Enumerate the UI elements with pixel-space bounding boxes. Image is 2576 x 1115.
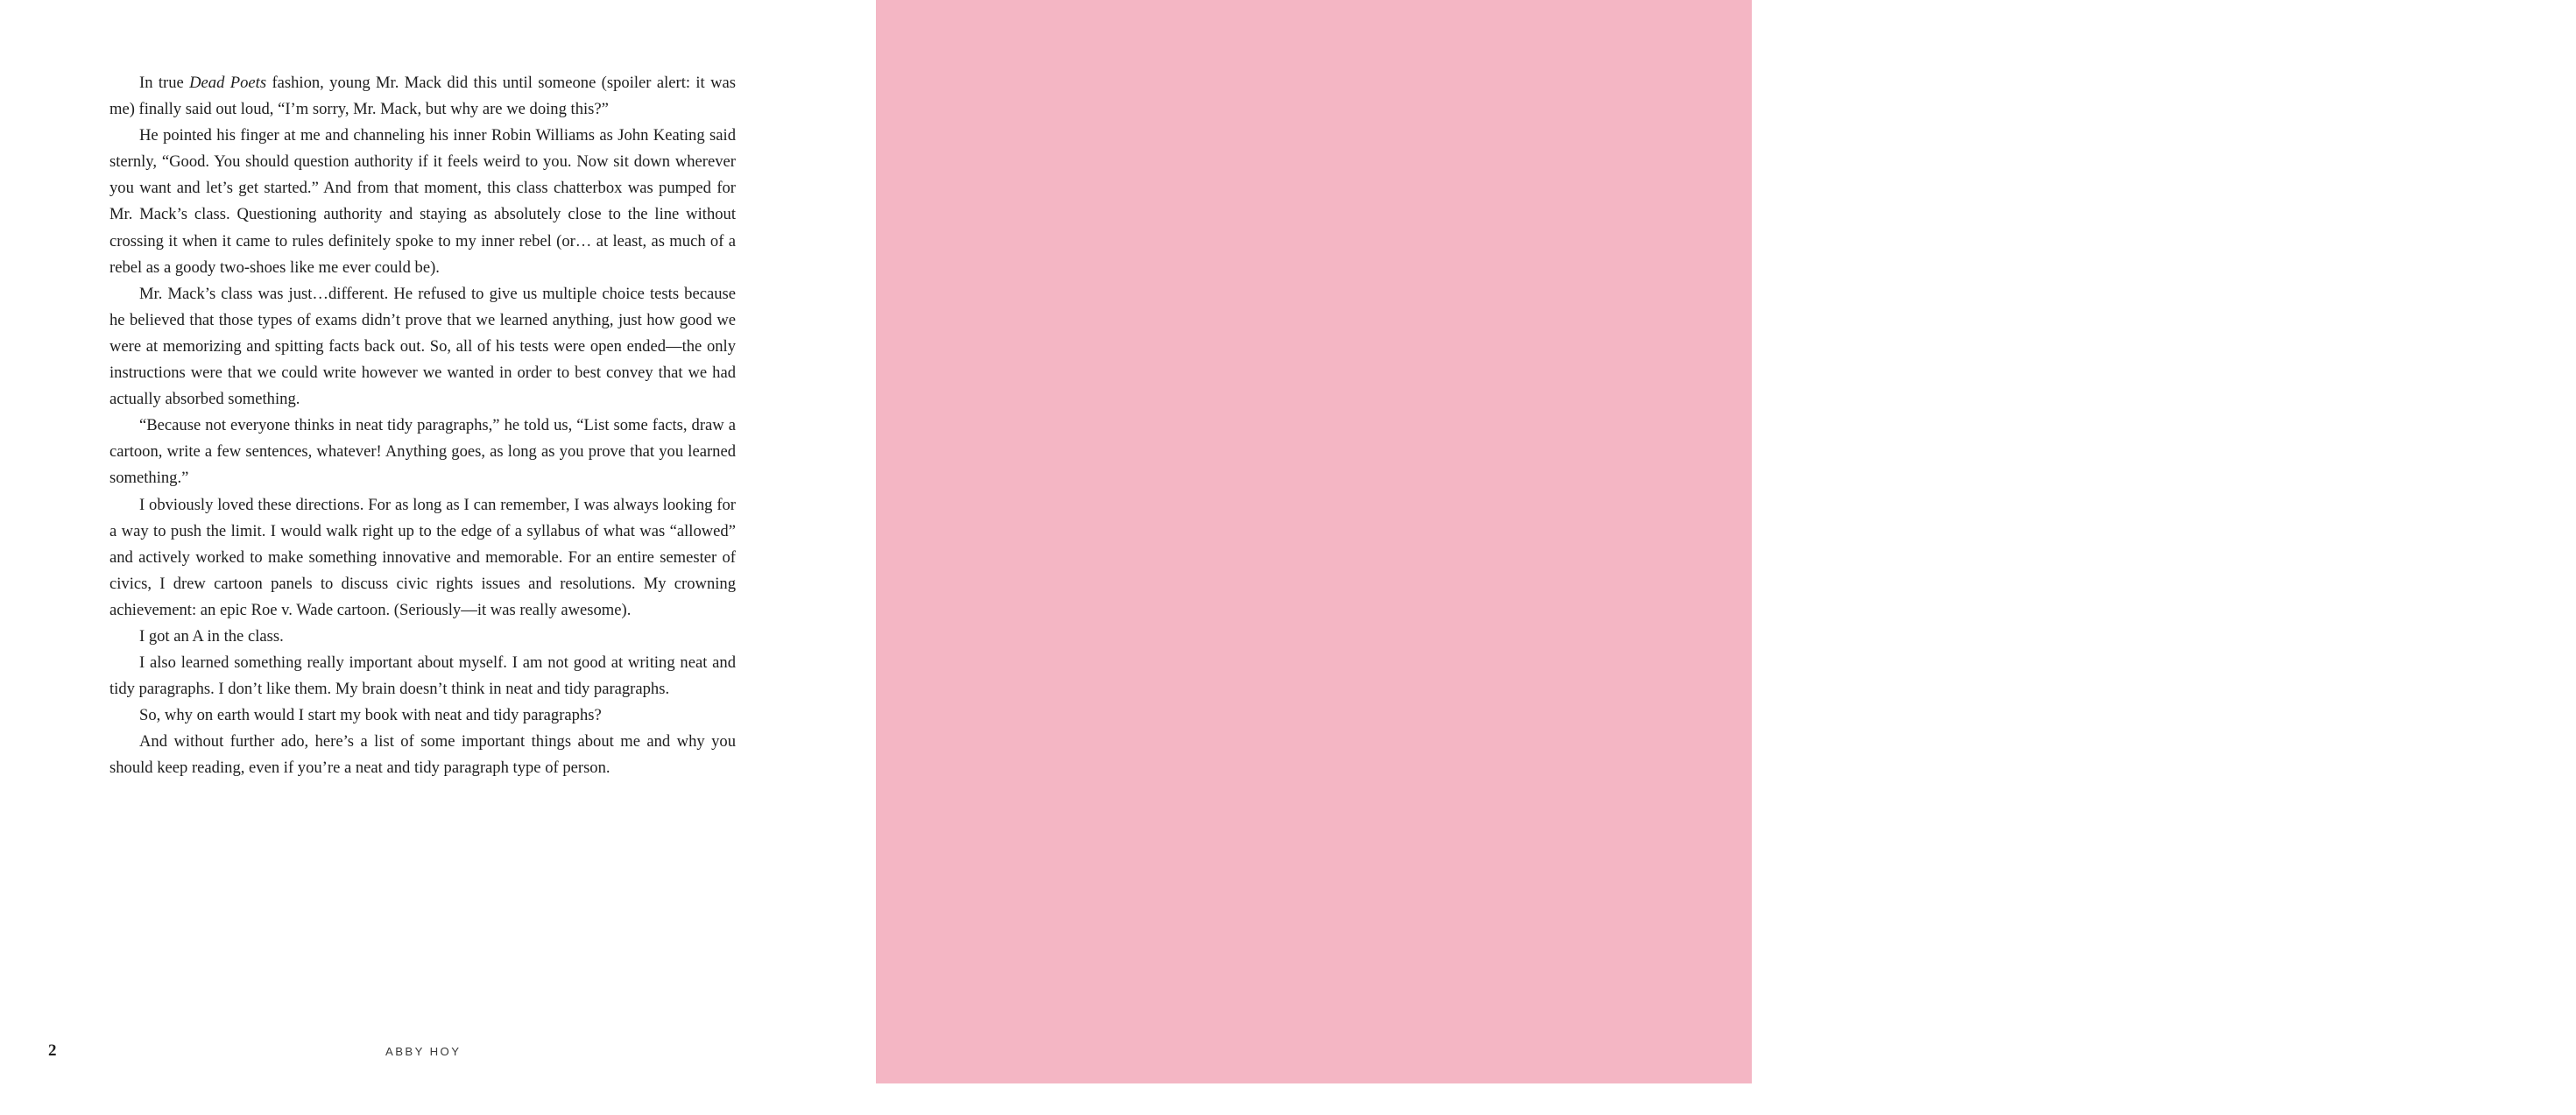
emphasis: Saturday Night Live <box>1962 474 2108 490</box>
text-run: I cannot dance to save my life. I once won an award in an elementary school theatre production to recognize me for having “two left feet.” <box>1913 759 2475 794</box>
text-run: The first poem I remember writing was in fourth grade, shortly after 9/11, as I started using writing to deal with emotions I didn’t understand. I still have a copy. <box>1913 328 2489 384</box>
page-number-left: 2 <box>48 1041 57 1060</box>
body-paragraph <box>109 70 736 123</box>
text-run: I once had an alien encounter in Roswell, New Mexico. <box>1913 295 2313 311</box>
text-run: I have an eight-pound morkie named Charlie. Preston and I adopted him from a rescue the day after our wedding. Charlie loves laps and is scared of potted plants. He is a very good boy. <box>1913 653 2498 708</box>
text-run: He pointed his finger at me and channeling his inner Robin Williams as John Keating said sternly, “Good. You should question authority if it feels weird to you. Now sit down wherever you want and let’s get started.” And from that moment, this class chatterbox was pumped for Mr. Mack’s class. Questioning authority and staying as absolutely close to the line without crossing it when it came to rules definitely spoke to my inner rebel (or… at least, as much of a rebel as a goody two-shoes like me ever could be). <box>109 126 736 277</box>
body-paragraph <box>109 492 736 624</box>
body-paragraph <box>109 624 736 650</box>
text-run: I wrote the book that you are reading right now and that is WILD! The wildest part about that? It’s a book that’s mostly about fashion! (And other important things like loving yourself, saying “thank u, next” to the haters, and all that fun stuff.) <box>1913 950 2504 1026</box>
text-run: I’m a Gemini. My husband is a Virgo … if you’re the astrology type. <box>1913 917 2407 933</box>
fact-item <box>1913 293 2509 314</box>
text-run: My name is Abby Hoy. Hi! <box>1913 70 2100 85</box>
emphasis: Dead Poets <box>189 74 267 92</box>
left-page-body <box>109 70 736 782</box>
text-run: My husband, Preston, and I have been married since 2018. We met, got engaged, and got married in a community theatre in a park. He’s the absolute best cinnamon roll; he’s simply good to the core. <box>1913 189 2490 244</box>
text-run: I obviously loved these directions. For as long as I can remember, I was always looking for a way to push the limit. I would walk right up to the edge of a syllabus of what was “allowed” and actively worked to make something innovative and memorable. For an entire semester of civics, I drew cartoon panels to discuss civic rights issues and resolutions. My crowning achievement: an epic Roe v. Wade cartoon. (Seriously—it was really awesome). <box>109 495 736 619</box>
body-paragraph <box>109 123 736 281</box>
fact-item <box>1913 949 2509 1028</box>
text-run: For some reason, I cannot pronounce the word “sixth.” <box>1913 566 2319 582</box>
text-run: I have never met a print that I don’t love. Polka dots? Absolutely. Stripes? Stripe it up, baby! Plaid? I’m plaid to wear it! <box>1913 864 2509 900</box>
text-run: Mr. Mack’s class was just…different. He refused to give us multiple choice tests because he believed that those types of exams didn’t prove that we learned anything, just how good we were at memorizing and spitting facts back out. So, all of his tests were open ended—the only instructions were that we could write however we wanted in order to best convey that we had actually absorbed something. <box>109 284 736 409</box>
fact-item <box>1913 598 2509 638</box>
text-run: One of the things on my bucket list is to have a menu item named after me, so if you happen to be a restaurateur with a nameless dish, please keep me in mind. <box>1913 599 2508 635</box>
text-run: “Because not everyone thinks in neat tidy paragraphs,” he told us, “List some facts, draw a cartoon, write a few sentences, whatever! Anything goes, as long as you prove that you learned something.” <box>109 416 736 488</box>
text-run: I am an adult theatre kid. Take from that what you will. <box>1913 262 2320 278</box>
text-run: I am a <box>1913 474 1963 490</box>
fact-item <box>1913 916 2509 936</box>
text-run: mega-fan. I memorize stats (like original characters vs impressions) about each person on the show like some people keep stats on sports stars. During the Covid-19 lockdown, Preston and I watched twelve years’ worth of <box>1913 474 2496 549</box>
body-paragraph <box>109 413 736 491</box>
text-run: I got an A in the class. <box>139 626 284 646</box>
fact-item <box>1913 472 2509 551</box>
fact-item <box>1913 260 2509 280</box>
right-page <box>876 0 2576 1114</box>
text-run: episodes. <box>2057 533 2133 549</box>
text-run: And without further ado, here’s a list of some important things about me and why you should keep reading, even if you’re a neat and tidy paragraph type of person. <box>109 732 736 778</box>
text-run: I also learned something really important about myself. I am not good at writing neat and tidy paragraphs. I don’t like them. My brain doesn’t think in neat and tidy paragraphs. <box>109 653 736 699</box>
text-run: I am currently in my late twenties. <box>1913 102 2168 118</box>
fact-item <box>1913 810 2509 850</box>
fact-item <box>1913 327 2509 386</box>
body-paragraph <box>109 281 736 413</box>
page-number-right: 3 <box>2567 1041 2576 1060</box>
emphasis: SNL <box>2029 533 2058 549</box>
left-page <box>0 0 876 1083</box>
text-run: So, why on earth would I start my book with neat and tidy paragraphs? <box>139 706 602 725</box>
running-head-title: YES, YOU CAN WEAR THAT <box>2109 1045 2153 1114</box>
fact-item <box>1913 565 2509 585</box>
text-run: fashion, young Mr. Mack did this until someone (spoiler alert: it was me) finally said out loud, “I’m sorry, Mr. Mack, but why are we doing this?” <box>109 74 737 119</box>
text-run: I have a bachelor’s degree in communications, and it has mostly made me insufferable to my loved ones because whenever we fight, I ask people to reframe things in “I-statements.” <box>1913 401 2460 456</box>
fact-item <box>1913 135 2509 174</box>
fact-item <box>1913 757 2509 796</box>
fact-item <box>1913 187 2509 247</box>
body-paragraph <box>109 729 736 781</box>
text-run: I “pay the bills” as a social media influencer and content creator. I’ve been doing this in some capacity since 2014. <box>1913 136 2466 172</box>
text-run: I am open about my journey with depression, anxiety, and chronic pain. I’m pro-therapy, pro-meds, pro-mental health treatment. <box>1913 811 2503 847</box>
body-paragraph <box>109 702 736 729</box>
fact-item <box>1913 651 2509 710</box>
fact-item <box>1913 723 2509 744</box>
text-run: In true <box>139 74 190 92</box>
body-paragraph <box>109 650 736 702</box>
fact-item <box>1913 102 2509 122</box>
facts-list <box>1913 68 2509 1041</box>
fact-item <box>1913 68 2509 88</box>
text-run: I am the type of person that likes to dress my dog in themed outfits. <box>1913 725 2419 741</box>
fact-item <box>1913 863 2509 902</box>
fact-item <box>1913 399 2509 459</box>
running-head-author: ABBY HOY <box>385 1045 462 1058</box>
